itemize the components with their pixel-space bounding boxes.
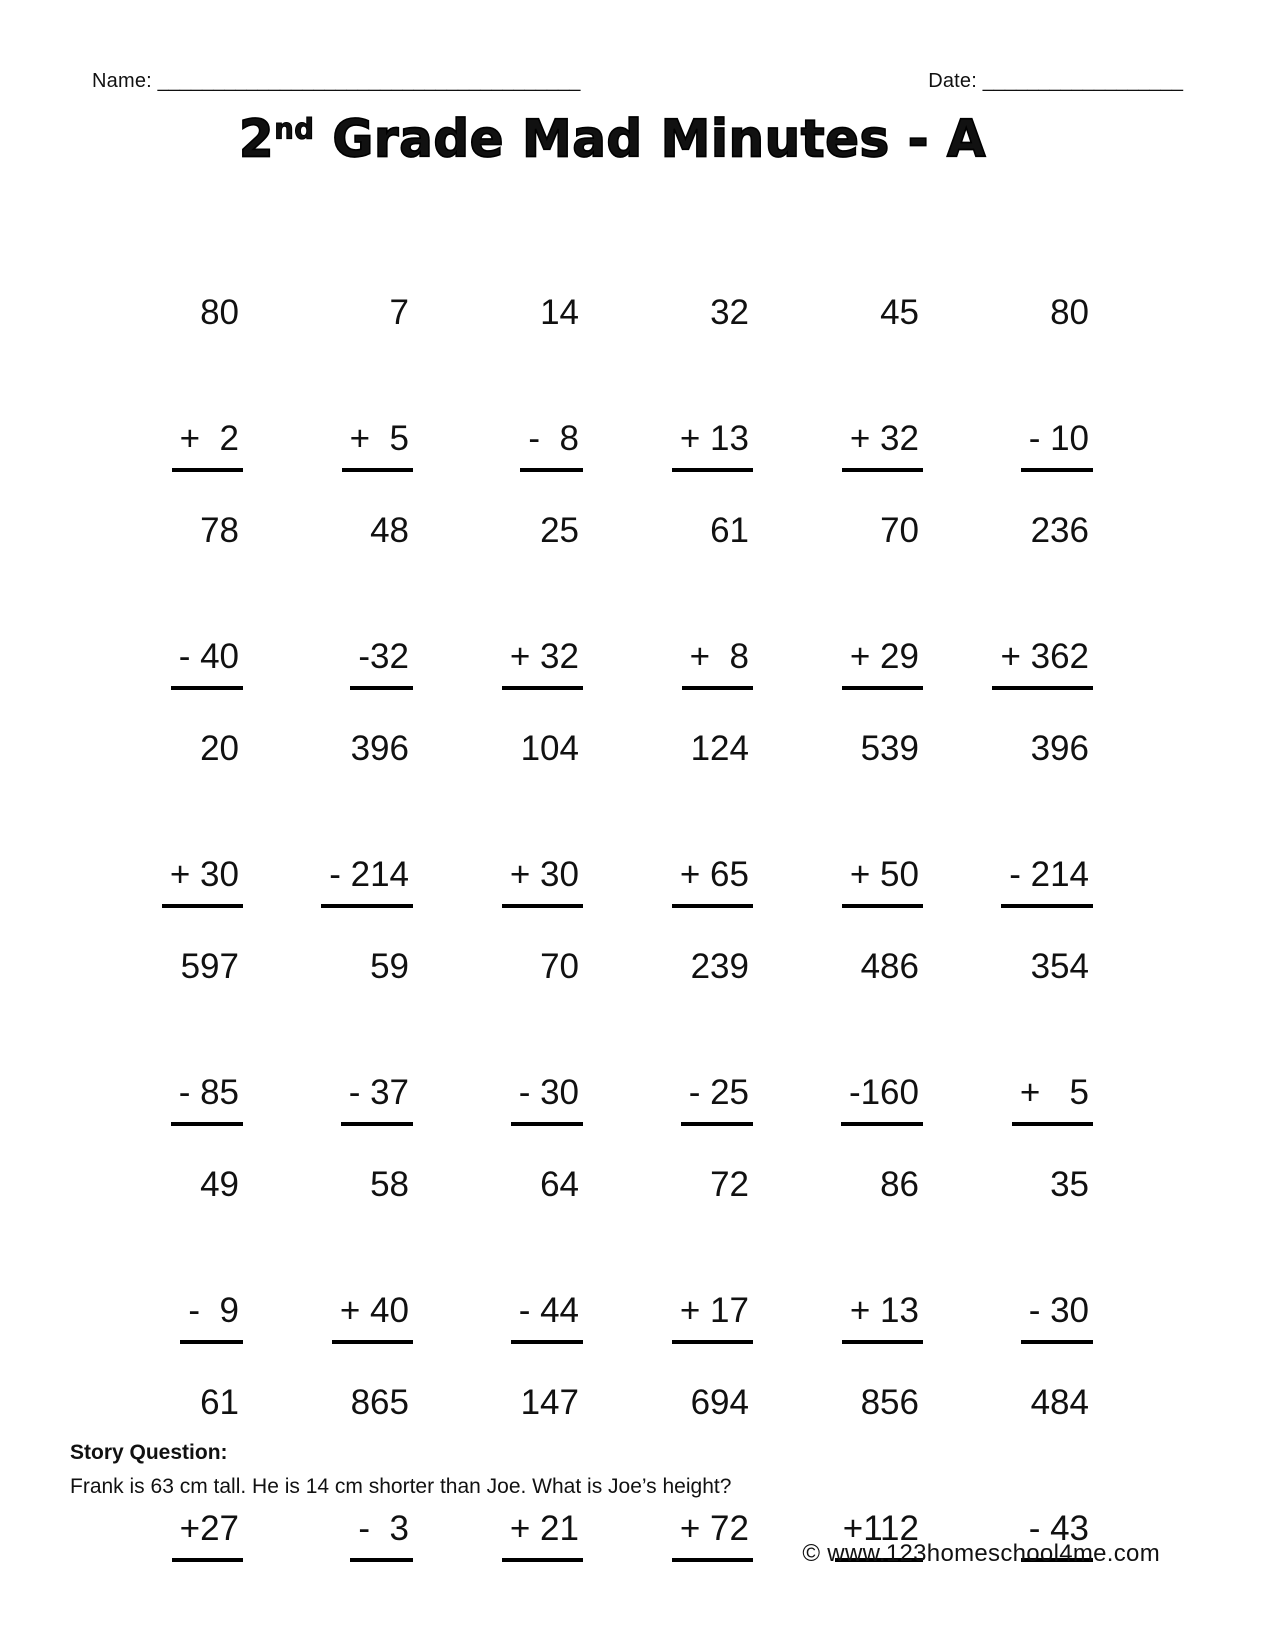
problem-top-operand: 124: [690, 729, 749, 768]
problem-operator-line: - 214: [321, 854, 413, 908]
problem-cell: [425, 644, 595, 894]
story-question-text: Frank is 63 cm tall. He is 14 cm shorter than Joe. What is Joe’s height?: [70, 1475, 732, 1498]
date-blank-line: __________________: [982, 70, 1183, 92]
problem-top-operand: 58: [370, 1165, 409, 1204]
problem-top-operand: 20: [200, 729, 239, 768]
problem-cell: [85, 862, 255, 1112]
problem-operator-line: - 8: [520, 418, 583, 472]
title-rest: Grade Mad Minutes - A: [314, 108, 987, 170]
problem-cell: [255, 426, 425, 676]
problem-operator-line: + 362: [992, 636, 1093, 690]
copyright-text: © www.123homeschool4me.com: [802, 1540, 1160, 1567]
problem-operator-line: + 72: [672, 1508, 753, 1562]
problem-cell: [935, 1080, 1105, 1330]
problem-operator-line: + 13: [672, 418, 753, 472]
problem-operator-line: + 2: [172, 418, 243, 472]
problem-operator-line: + 13: [842, 1290, 923, 1344]
problem-cell: [595, 862, 765, 1112]
problem-operator-line: - 10: [1021, 418, 1093, 472]
problem-operator-line: + 8: [682, 636, 753, 690]
problem-top-operand: 486: [860, 947, 919, 986]
problem-operator-line: - 30: [1021, 1290, 1093, 1344]
story-question: [70, 1436, 1185, 1504]
problem-top-operand: 80: [200, 293, 239, 332]
problem-top-operand: 35: [1050, 1165, 1089, 1204]
date-field: [928, 70, 1183, 93]
problem-operator-line: + 30: [162, 854, 243, 908]
problem-operator-line: - 214: [1001, 854, 1093, 908]
problem-cell: [595, 644, 765, 894]
problem-top-operand: 104: [520, 729, 579, 768]
story-question-heading: Story Question:: [70, 1441, 228, 1464]
problem-top-operand: 70: [540, 947, 579, 986]
problem-top-operand: 45: [880, 293, 919, 332]
problem-cell: [935, 862, 1105, 1112]
problem-top-operand: 597: [180, 947, 239, 986]
problem-operator-line: + 40: [332, 1290, 413, 1344]
problem-top-operand: 396: [1030, 729, 1089, 768]
footer: [802, 1540, 1160, 1568]
header: [92, 70, 1183, 93]
problem-operator-line: -160: [841, 1072, 923, 1126]
title-ordinal-suffix: nd: [274, 112, 315, 146]
problem-top-operand: 48: [370, 511, 409, 550]
problem-top-operand: 484: [1030, 1383, 1089, 1422]
problems-grid: [85, 208, 1105, 1548]
problem-cell: [765, 1080, 935, 1330]
date-label: Date:: [928, 70, 978, 92]
problem-operator-line: + 17: [672, 1290, 753, 1344]
problem-operator-line: - 3: [350, 1508, 413, 1562]
problem-top-operand: 80: [1050, 293, 1089, 332]
problem-cell: [425, 426, 595, 676]
problem-operator-line: - 44: [511, 1290, 583, 1344]
problem-top-operand: 239: [690, 947, 749, 986]
problem-top-operand: 694: [690, 1383, 749, 1422]
problem-top-operand: 59: [370, 947, 409, 986]
problem-top-operand: 856: [860, 1383, 919, 1422]
problem-operator-line: - 85: [171, 1072, 243, 1126]
problem-operator-line: + 32: [842, 418, 923, 472]
problem-operator-line: + 32: [502, 636, 583, 690]
problem-top-operand: 396: [350, 729, 409, 768]
problem-operator-line: -32: [350, 636, 413, 690]
problem-cell: [255, 644, 425, 894]
title-grade-number: 2: [238, 108, 275, 170]
problem-operator-line: - 37: [341, 1072, 413, 1126]
name-field: [92, 70, 580, 93]
problem-operator-line: - 9: [180, 1290, 243, 1344]
problem-cell: [595, 426, 765, 676]
problem-operator-line: - 25: [681, 1072, 753, 1126]
problem-top-operand: 236: [1030, 511, 1089, 550]
problem-cell: [255, 208, 425, 458]
problem-operator-line: + 5: [342, 418, 413, 472]
problem-top-operand: 147: [520, 1383, 579, 1422]
problem-cell: [765, 862, 935, 1112]
name-blank-line: ______________________________________: [157, 70, 581, 92]
problem-top-operand: 61: [710, 511, 749, 550]
problem-cell: [85, 208, 255, 458]
problem-operator-line: + 21: [502, 1508, 583, 1562]
problem-cell: [425, 1080, 595, 1330]
problem-top-operand: 865: [350, 1383, 409, 1422]
problem-cell: [935, 208, 1105, 458]
problem-cell: [255, 1080, 425, 1330]
problem-top-operand: 7: [389, 293, 409, 332]
problem-operator-line: + 5: [1012, 1072, 1093, 1126]
problem-cell: [595, 208, 765, 458]
problem-cell: [85, 644, 255, 894]
problem-top-operand: 61: [200, 1383, 239, 1422]
problem-top-operand: 86: [880, 1165, 919, 1204]
problem-top-operand: 539: [860, 729, 919, 768]
problem-operator-line: - 40: [171, 636, 243, 690]
problem-top-operand: 32: [710, 293, 749, 332]
problem-operator-line: + 50: [842, 854, 923, 908]
problem-top-operand: 72: [710, 1165, 749, 1204]
problem-cell: [255, 862, 425, 1112]
problem-top-operand: 354: [1030, 947, 1089, 986]
problem-top-operand: 49: [200, 1165, 239, 1204]
problem-cell: [935, 644, 1105, 894]
problem-top-operand: 64: [540, 1165, 579, 1204]
problem-cell: [765, 644, 935, 894]
problem-cell: [935, 426, 1105, 676]
problem-operator-line: +27: [172, 1508, 243, 1562]
problem-operator-line: +112: [835, 1508, 923, 1562]
problem-top-operand: 14: [540, 293, 579, 332]
problem-operator-line: - 30: [511, 1072, 583, 1126]
problem-cell: [765, 426, 935, 676]
problem-top-operand: 70: [880, 511, 919, 550]
problem-cell: [595, 1080, 765, 1330]
problem-operator-line: + 29: [842, 636, 923, 690]
name-label: Name:: [92, 70, 152, 92]
title-wrap: [0, 110, 1225, 168]
problem-operator-line: + 65: [672, 854, 753, 908]
problem-cell: [85, 1080, 255, 1330]
problem-top-operand: 25: [540, 511, 579, 550]
problem-cell: [85, 426, 255, 676]
page-title: [239, 109, 986, 169]
problem-cell: [765, 208, 935, 458]
problem-operator-line: + 30: [502, 854, 583, 908]
problem-operator-line: - 43: [1021, 1508, 1093, 1562]
problem-cell: [425, 862, 595, 1112]
problem-top-operand: 78: [200, 511, 239, 550]
problem-cell: [425, 208, 595, 458]
